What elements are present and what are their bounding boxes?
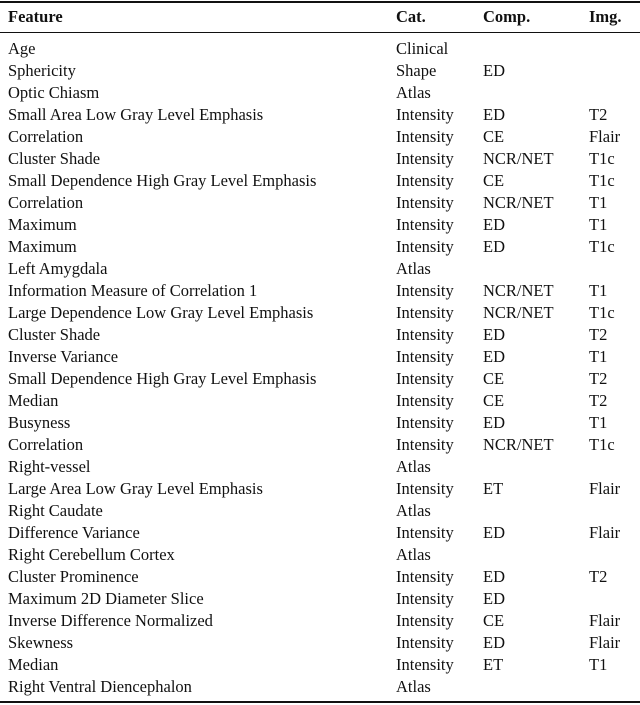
cell-category: Shape xyxy=(396,61,437,80)
cell-feature: Maximum 2D Diameter Slice xyxy=(8,589,204,608)
table-row xyxy=(0,82,640,104)
header-rule xyxy=(0,32,640,33)
table-row xyxy=(0,368,640,390)
cell-category: Intensity xyxy=(396,391,454,410)
cell-feature: Small Dependence High Gray Level Emphasis xyxy=(8,369,317,388)
table-row xyxy=(0,544,640,566)
table-row xyxy=(0,214,640,236)
cell-component: CE xyxy=(483,391,505,410)
table-row xyxy=(0,390,640,412)
table-row xyxy=(0,654,640,676)
cell-image: T2 xyxy=(589,391,608,410)
cell-image: Flair xyxy=(589,611,621,630)
cell-category: Intensity xyxy=(396,567,454,586)
table-row xyxy=(0,478,640,500)
cell-feature: Large Area Low Gray Level Emphasis xyxy=(8,479,263,498)
cell-category: Intensity xyxy=(396,215,454,234)
top-rule xyxy=(0,1,640,3)
cell-image: T1c xyxy=(589,149,615,168)
cell-image: T2 xyxy=(589,369,608,388)
cell-category: Intensity xyxy=(396,655,454,674)
cell-image: T1c xyxy=(589,435,615,454)
cell-category: Intensity xyxy=(396,325,454,344)
header-image: Img. xyxy=(589,7,622,26)
table-row xyxy=(0,676,640,698)
table-row xyxy=(0,500,640,522)
cell-category: Intensity xyxy=(396,589,454,608)
table-row xyxy=(0,324,640,346)
cell-component: ED xyxy=(483,413,505,432)
cell-category: Intensity xyxy=(396,171,454,190)
cell-image: T1 xyxy=(589,281,608,300)
cell-category: Clinical xyxy=(396,39,449,58)
header-component: Comp. xyxy=(483,7,531,26)
cell-component: NCR/NET xyxy=(483,193,554,212)
cell-component: ED xyxy=(483,215,505,234)
cell-category: Intensity xyxy=(396,611,454,630)
table-row xyxy=(0,566,640,588)
cell-feature: Inverse Difference Normalized xyxy=(8,611,213,630)
cell-feature: Correlation xyxy=(8,193,84,212)
cell-component: CE xyxy=(483,369,505,388)
cell-category: Intensity xyxy=(396,105,454,124)
cell-component: ED xyxy=(483,105,505,124)
cell-feature: Cluster Shade xyxy=(8,149,101,168)
cell-category: Atlas xyxy=(396,457,431,476)
cell-category: Intensity xyxy=(396,435,454,454)
cell-image: T1c xyxy=(589,303,615,322)
cell-feature: Skewness xyxy=(8,633,74,652)
cell-feature: Right Ventral Diencephalon xyxy=(8,677,192,696)
cell-component: ED xyxy=(483,325,505,344)
cell-component: ET xyxy=(483,655,504,674)
table-row xyxy=(0,522,640,544)
table-row xyxy=(0,302,640,324)
cell-image: T1 xyxy=(589,655,608,674)
cell-category: Atlas xyxy=(396,83,431,102)
table-row xyxy=(0,192,640,214)
cell-feature: Large Dependence Low Gray Level Emphasis xyxy=(8,303,314,322)
cell-component: CE xyxy=(483,171,505,190)
table-row xyxy=(0,60,640,82)
cell-feature: Optic Chiasm xyxy=(8,83,100,102)
table-row xyxy=(0,258,640,280)
cell-category: Intensity xyxy=(396,303,454,322)
table-row xyxy=(0,38,640,60)
cell-category: Atlas xyxy=(396,501,431,520)
cell-component: ED xyxy=(483,347,505,366)
cell-feature: Information Measure of Correlation 1 xyxy=(8,281,258,300)
cell-component: CE xyxy=(483,611,505,630)
cell-component: ED xyxy=(483,633,505,652)
cell-feature: Small Dependence High Gray Level Emphasis xyxy=(8,171,317,190)
cell-component: ED xyxy=(483,61,505,80)
header-feature: Feature xyxy=(8,7,63,26)
cell-image: T1 xyxy=(589,347,608,366)
cell-component: ET xyxy=(483,479,504,498)
cell-category: Intensity xyxy=(396,193,454,212)
cell-image: Flair xyxy=(589,127,621,146)
cell-image: Flair xyxy=(589,479,621,498)
cell-image: T2 xyxy=(589,325,608,344)
cell-component: NCR/NET xyxy=(483,435,554,454)
cell-feature: Correlation xyxy=(8,127,84,146)
table-row xyxy=(0,632,640,654)
table-row xyxy=(0,346,640,368)
cell-feature: Left Amygdala xyxy=(8,259,108,278)
cell-feature: Busyness xyxy=(8,413,71,432)
cell-category: Atlas xyxy=(396,259,431,278)
cell-image: T2 xyxy=(589,567,608,586)
cell-category: Intensity xyxy=(396,149,454,168)
cell-category: Intensity xyxy=(396,523,454,542)
cell-component: ED xyxy=(483,589,505,608)
header-category: Cat. xyxy=(396,7,426,26)
cell-image: T1 xyxy=(589,413,608,432)
cell-feature: Right Caudate xyxy=(8,501,103,520)
cell-component: CE xyxy=(483,127,505,146)
cell-image: T1c xyxy=(589,171,615,190)
cell-component: NCR/NET xyxy=(483,281,554,300)
cell-category: Intensity xyxy=(396,413,454,432)
cell-category: Atlas xyxy=(396,677,431,696)
cell-image: Flair xyxy=(589,633,621,652)
cell-feature: Maximum xyxy=(8,215,77,234)
table-row xyxy=(0,456,640,478)
cell-feature: Cluster Shade xyxy=(8,325,101,344)
cell-feature: Right-vessel xyxy=(8,457,91,476)
cell-feature: Sphericity xyxy=(8,61,76,80)
cell-category: Intensity xyxy=(396,281,454,300)
table-row xyxy=(0,236,640,258)
cell-feature: Difference Variance xyxy=(8,523,140,542)
cell-feature: Median xyxy=(8,391,59,410)
table-row xyxy=(0,280,640,302)
cell-component: NCR/NET xyxy=(483,149,554,168)
cell-category: Atlas xyxy=(396,545,431,564)
cell-image: Flair xyxy=(589,523,621,542)
table-row xyxy=(0,104,640,126)
table-row xyxy=(0,126,640,148)
cell-category: Intensity xyxy=(396,237,454,256)
cell-category: Intensity xyxy=(396,127,454,146)
cell-feature: Age xyxy=(8,39,36,58)
table-row xyxy=(0,148,640,170)
cell-component: ED xyxy=(483,523,505,542)
table-row xyxy=(0,170,640,192)
cell-image: T1c xyxy=(589,237,615,256)
cell-image: T1 xyxy=(589,215,608,234)
cell-image: T2 xyxy=(589,105,608,124)
cell-feature: Right Cerebellum Cortex xyxy=(8,545,175,564)
table-row xyxy=(0,412,640,434)
cell-feature: Cluster Prominence xyxy=(8,567,139,586)
bottom-rule xyxy=(0,701,640,703)
cell-feature: Median xyxy=(8,655,59,674)
cell-category: Intensity xyxy=(396,633,454,652)
cell-category: Intensity xyxy=(396,369,454,388)
table-row xyxy=(0,610,640,632)
cell-category: Intensity xyxy=(396,479,454,498)
table-row xyxy=(0,588,640,610)
cell-feature: Inverse Variance xyxy=(8,347,119,366)
cell-component: ED xyxy=(483,237,505,256)
cell-component: NCR/NET xyxy=(483,303,554,322)
cell-feature: Correlation xyxy=(8,435,84,454)
cell-category: Intensity xyxy=(396,347,454,366)
table-row xyxy=(0,434,640,456)
cell-feature: Maximum xyxy=(8,237,77,256)
cell-image: T1 xyxy=(589,193,608,212)
table-header xyxy=(0,6,640,28)
cell-component: ED xyxy=(483,567,505,586)
cell-feature: Small Area Low Gray Level Emphasis xyxy=(8,105,264,124)
